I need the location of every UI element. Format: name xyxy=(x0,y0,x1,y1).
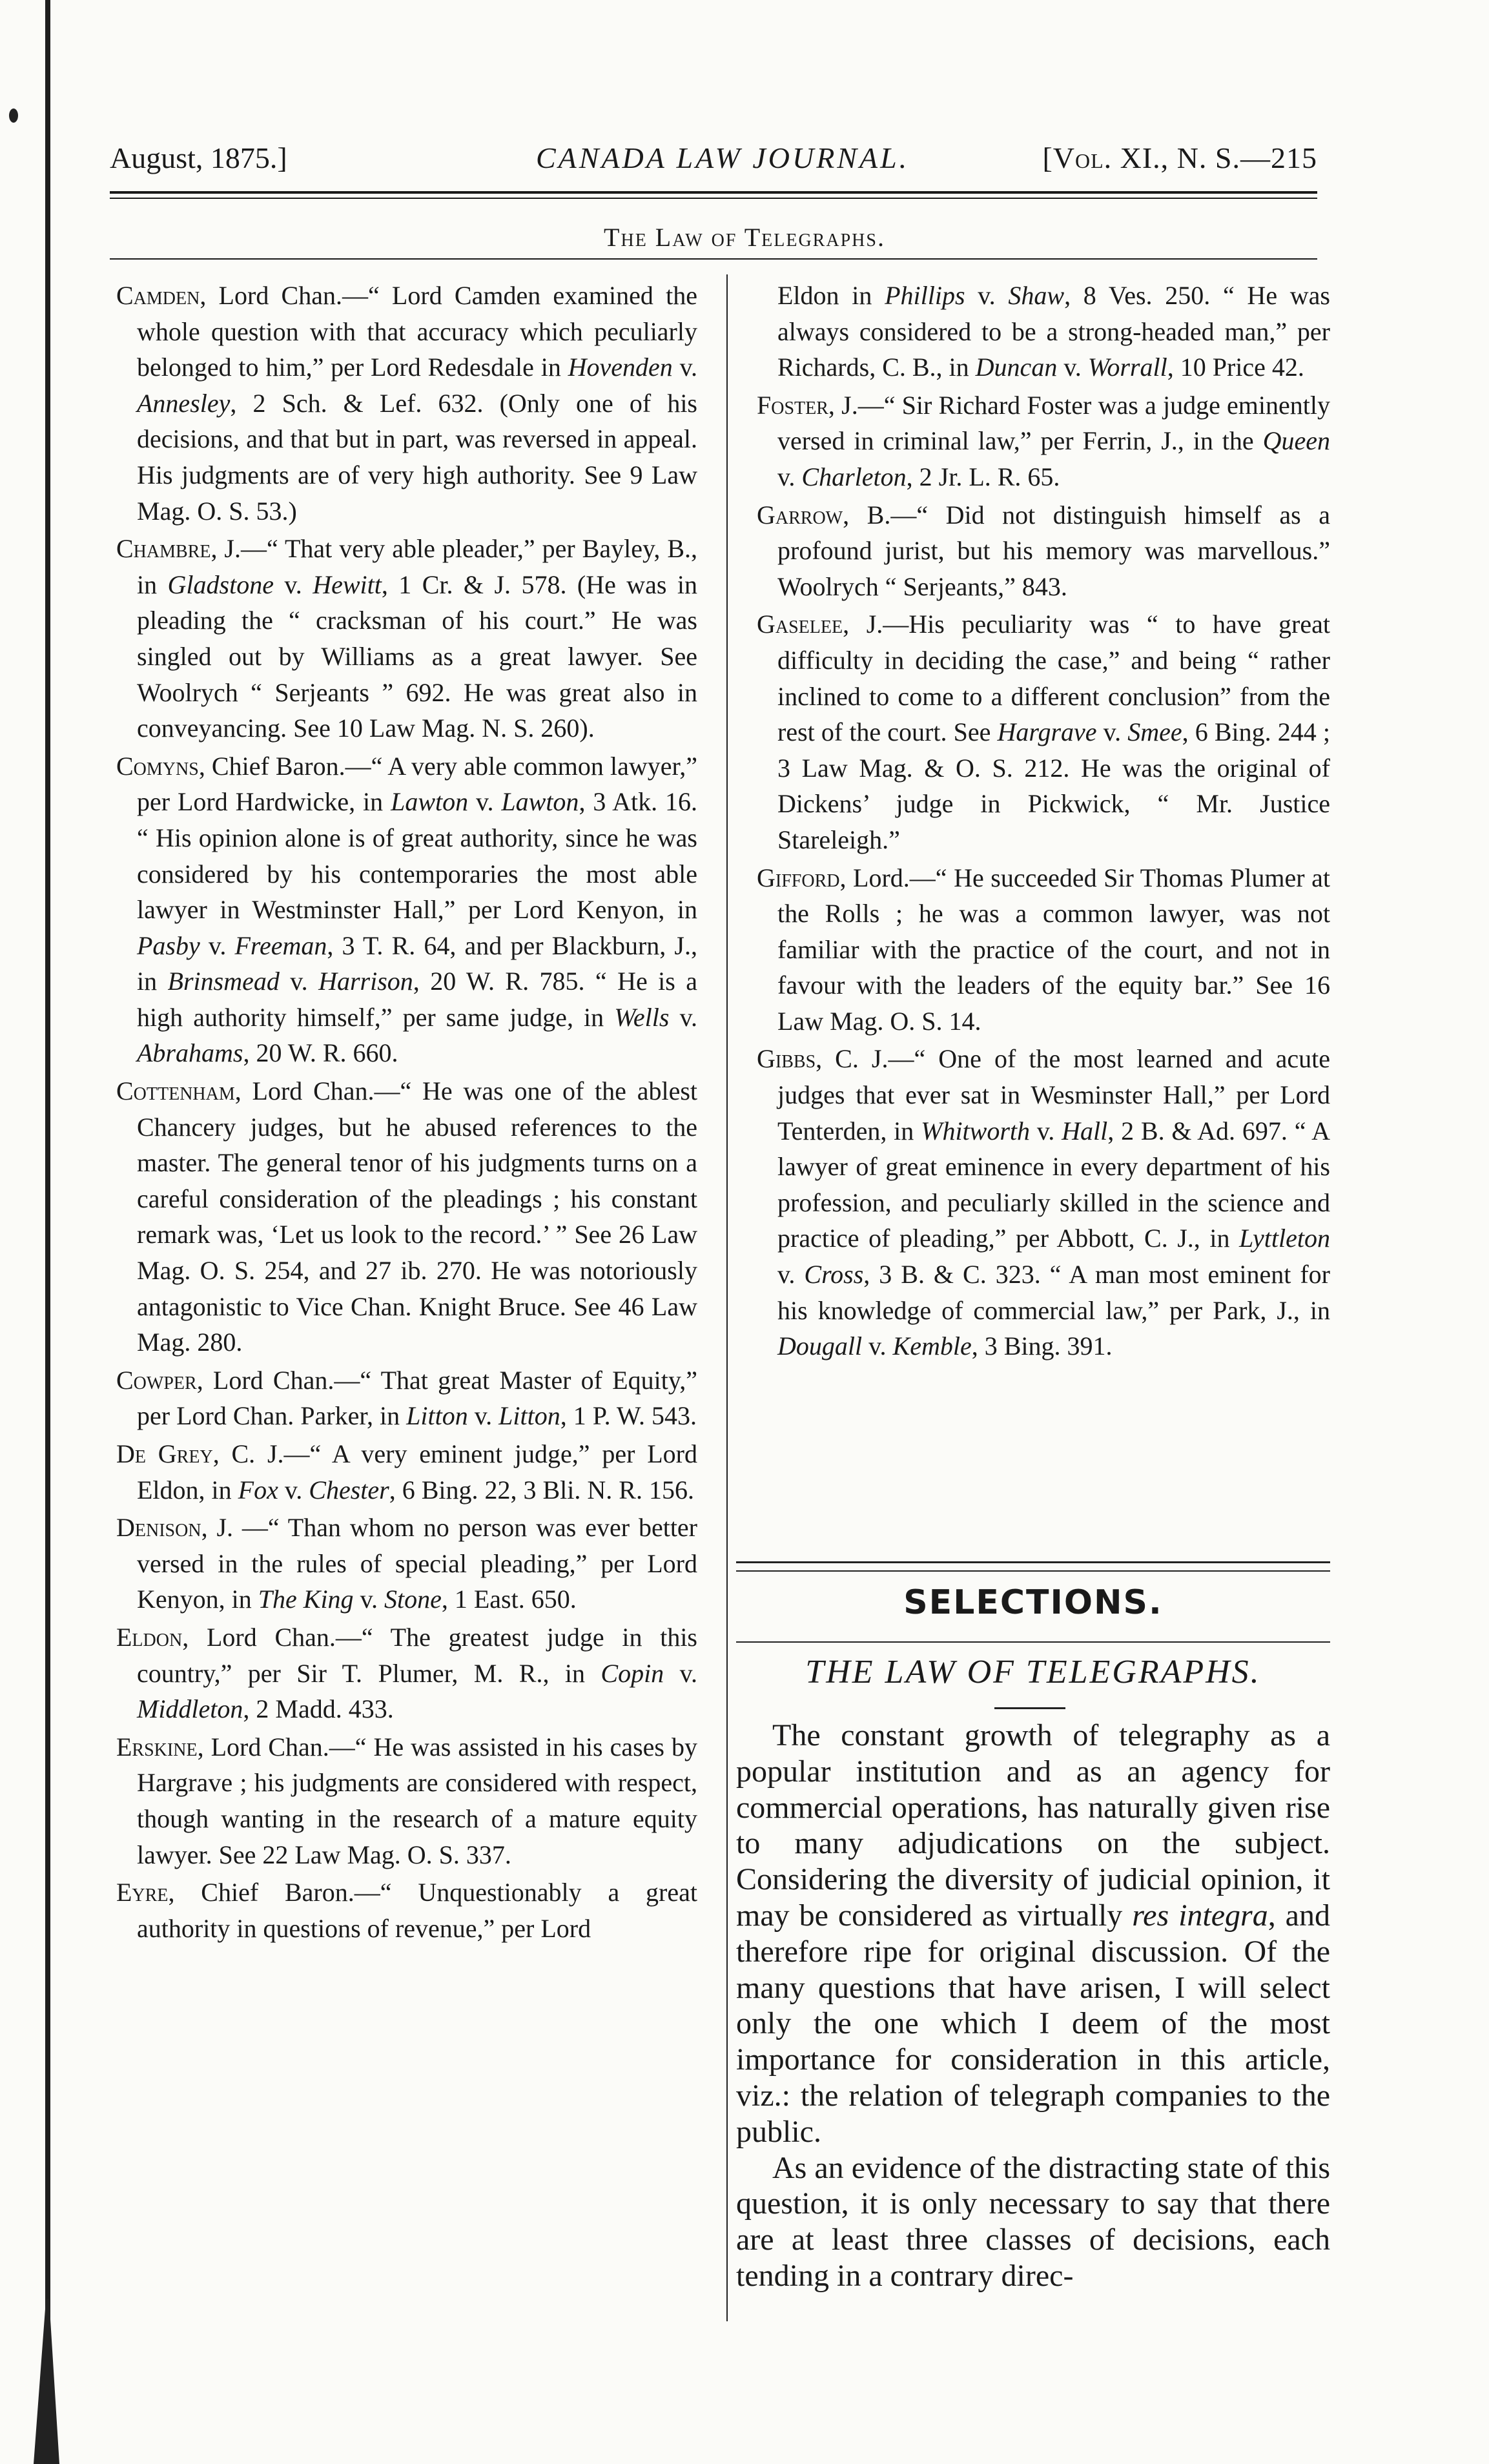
entry-text: , Lord Chan.—“ Lord Camden examined the whole question with that accuracy which peculiarly belonged to him,” per Lord Redesdale in Hovenden v. Annesley, 2 Sch. & Lef. 632. (Only one of his decisions, and that but in part, was reversed in appeal. His judgments are of very high authority. See 9 Law Mag. O. S. 53.) xyxy=(137,281,697,526)
judge-name: Foster xyxy=(757,390,828,420)
judge-name: Gibbs xyxy=(757,1044,816,1074)
biography-entry xyxy=(116,1362,697,1434)
page-binding-edge xyxy=(45,0,50,2464)
biography-entry xyxy=(757,606,1330,857)
biography-entry xyxy=(116,1073,697,1360)
selections-rule-top xyxy=(736,1561,1330,1563)
judge-name: De Grey xyxy=(116,1439,213,1468)
judge-name: Garrow xyxy=(757,500,843,529)
biography-entry xyxy=(757,387,1330,495)
entry-text: , J.—“ That very able pleader,” per Bayley, B., in Gladstone v. Hewitt, 1 Cr. & J. 578. (He was in pleading the “ cracksman of his court.” He was singled out by Williams as a great lawyer. See Woolrych “ Serjeants ” 692. He was great also in conveyancing. See 10 Law Mag. N. S. 260). xyxy=(137,534,697,743)
entry-text: , C. J.—“ One of the most learned and acute judges that ever sat in Wesminster Hall,” per Lord Tenterden, in Whitworth v. Hall, 2 B. & Ad. 697. “ A lawyer of great eminence in every department of his profession, and peculiarly skilled in the science and practice of pleading,” per Abbott, C. J., in Lyttleton v. Cross, 3 B. & C. 323. “ A man most eminent for his knowledge of commercial law,” per Park, J., in Dougall v. Kemble, 3 Bing. 391. xyxy=(777,1044,1330,1361)
right-entries xyxy=(757,387,1330,1364)
entry-text: , J. —“ Than whom no person was ever better versed in the rules of special pleading,” per Lord Kenyon, in The King v. Stone, 1 East. 650. xyxy=(137,1513,697,1614)
subtitle-rule xyxy=(110,258,1317,260)
left-column xyxy=(116,278,697,1948)
judge-name: Chambre xyxy=(116,534,211,564)
entry-text: , Chief Baron.—“ Unquestionably a great authority in questions of revenue,” per Lord xyxy=(137,1878,697,1943)
biography-entry xyxy=(116,1510,697,1617)
biography-entry xyxy=(116,278,697,529)
biography-entry xyxy=(116,1436,697,1508)
entry-text: , Lord Chan.—“ He was assisted in his cases by Hargrave ; his judgments are considered with respect, though wanting in the research of a mature equity lawyer. See 22 Law Mag. O. S. 337. xyxy=(137,1732,697,1869)
biography-entry xyxy=(116,748,697,1071)
biography-entry xyxy=(116,1874,697,1946)
biography-entry xyxy=(116,1729,697,1873)
entry-text: , J.—His peculiarity was “ to have great difficulty in deciding the case,” and being “ rather inclined to come to a different conclusion” from the rest of the court. See Hargrave v. Smee, 6 Bing. 244 ; 3 Law Mag. & O. S. 212. He was the original of Dickens’ judge in Pickwick, “ Mr. Justice Stareleigh.” xyxy=(777,610,1331,854)
header-volume: [Vol. XI., N. S.—215 xyxy=(1042,141,1317,174)
article-paragraph: As an evidence of the distracting state of this question, it is only necessary to say that there are at least three classes of decisions, each tending in a contrary direc- xyxy=(736,2150,1330,2293)
running-title: The Law of Telegraphs. xyxy=(604,223,885,252)
article-paragraph: The constant growth of telegraphy as a popular institution and as an agency for commercial operations, has naturally given rise to many adjudications on the subject. Considering the diversity of judicial opinion, it may be considered as virtually res integra, and therefore ripe for original discussion. Of the many questions that have arisen, I will select only the one which I deem of the most importance for consideration in this article, viz.: the relation of telegraph companies to the public. xyxy=(736,1718,1330,2149)
biography-entry xyxy=(757,860,1330,1040)
biography-entry xyxy=(757,497,1330,605)
article-body xyxy=(736,1718,1330,2294)
selections-rule-top-thin xyxy=(736,1570,1330,1572)
binding-shadow xyxy=(34,2299,59,2464)
judge-name: Eldon xyxy=(116,1622,183,1652)
ink-mark xyxy=(9,108,18,123)
continued-entry: Eldon in Phillips v. Shaw, 8 Ves. 250. “ He was always considered to be a strong-headed man,” per Richards, C. B., in Duncan v. Worrall, 10 Price 42. xyxy=(777,281,1330,382)
section-heading: SELECTIONS. xyxy=(903,1583,1163,1622)
header-rule-thick xyxy=(110,191,1317,194)
entry-text: , Lord Chan.—“ He was one of the ablest Chancery judges, but he abused references to the master. The general tenor of his judgments turns on a careful consideration of the pleadings ; his constant remark was, ‘Let us look to the record.’ ” See 26 Law Mag. O. S. 254, and 27 ib. 270. He was notoriously antagonistic to Vice Chan. Knight Bruce. See 46 Law Mag. 280. xyxy=(137,1076,697,1357)
biography-entry xyxy=(116,1619,697,1727)
entry-text: , J.—“ Sir Richard Foster was a judge eminently versed in criminal law,” per Ferrin, J., in the Queen v. Charleton, 2 Jr. L. R. 65. xyxy=(777,390,1330,491)
judge-name: Gaselee xyxy=(757,610,843,639)
page-header xyxy=(110,141,1317,186)
article-title: THE LAW OF TELEGRAPHS. xyxy=(805,1654,1261,1690)
judge-name: Cottenham xyxy=(116,1076,235,1106)
column-divider xyxy=(726,274,728,2321)
entry-text: , B.—“ Did not distinguish himself as a profound jurist, but his memory was marvellous.” Woolrych “ Serjeants,” 843. xyxy=(777,500,1330,601)
judge-name: Erskine xyxy=(116,1732,198,1761)
entry-text: , C. J.—“ A very eminent judge,” per Lord Eldon, in Fox v. Chester, 6 Bing. 22, 3 Bli. N. R. 156. xyxy=(137,1439,697,1504)
judge-name: Comyns xyxy=(116,751,199,781)
header-date: August, 1875.] xyxy=(110,141,287,174)
judge-name: Denison xyxy=(116,1513,201,1543)
entry-text: , Lord Chan.—“ That great Master of Equity,” per Lord Chan. Parker, in Litton v. Litton, 1 P. W. 543. xyxy=(137,1365,697,1431)
title-underline xyxy=(994,1707,1065,1709)
judge-name: Camden xyxy=(116,281,200,310)
selections-rule-bottom xyxy=(736,1641,1330,1643)
right-column xyxy=(757,278,1330,1366)
entry-text: , Lord Chan.—“ The greatest judge in this country,” per Sir T. Plumer, M. R., in Copin v. Middleton, 2 Madd. 433. xyxy=(137,1622,697,1724)
biography-entry xyxy=(116,531,697,746)
entry-text: , Chief Baron.—“ A very able common lawyer,” per Lord Hardwicke, in Lawton v. Lawton, 3 Atk. 16. “ His opinion alone is of great authority, since he was considered by his contemporaries the most able lawyer in Westminster Hall,” per Lord Kenyon, in Pasby v. Freeman, 3 T. R. 64, and per Blackburn, J., in Brinsmead v. Harrison, 20 W. R. 785. “ He is a high authority himself,” per same judge, in Wells v. Abrahams, 20 W. R. 660. xyxy=(137,751,698,1068)
judge-name: Cowper xyxy=(116,1365,197,1395)
biography-entry xyxy=(757,1041,1330,1364)
judge-name: Eyre xyxy=(116,1878,169,1907)
judge-name: Gifford xyxy=(757,863,840,892)
header-rule-thin xyxy=(110,198,1317,199)
entry-text: , Lord.—“ He succeeded Sir Thomas Plumer at the Rolls ; he was a common lawyer, was not familiar with the practice of the court, and not in favour with the leaders of the equity bar.” See 16 Law Mag. O. S. 14. xyxy=(777,863,1330,1036)
header-journal-title: CANADA LAW JOURNAL. xyxy=(536,141,910,174)
